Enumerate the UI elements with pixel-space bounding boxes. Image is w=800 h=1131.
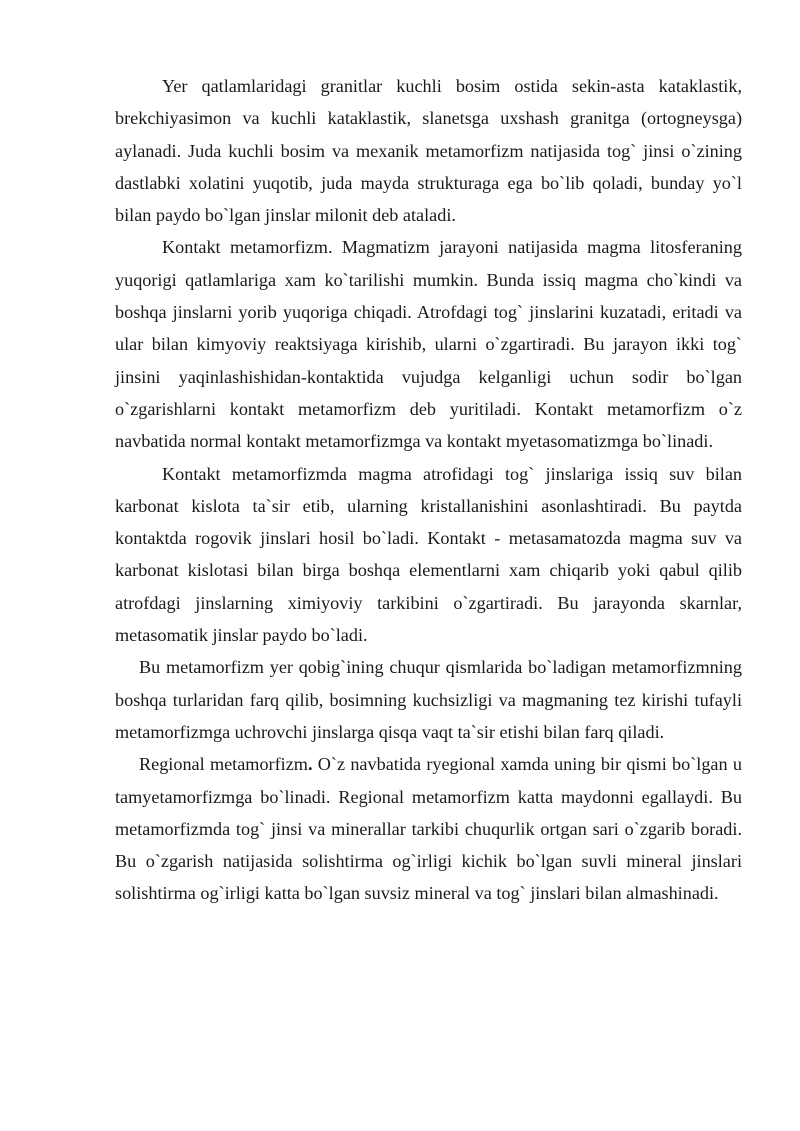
heading-period: . [307,754,313,775]
regional-metamorfizm-text: O`z navbatida ryegional xamda uning bir qismi bo`lgan u tamyetamorfizmga bo`linadi. Regional metamorfizm katta maydonni egallaydi. Bu metamorfizmda tog` jinsi va minerallar tarkibi chuqurlik ortgan sari o`zgarib boradi. Bu o`zgarish natijasida solishtirma og`irligi kichik bo`lgan suvli mineral jinslari solishtirma og`irligi katta bo`lgan suvsiz mineral va tog` jinslari bilan almashinadi. [115,754,742,904]
paragraph-kontakt-metasomatoz: Kontakt metamorfizmda magma atrofidagi tog` jinslariga issiq suv bilan karbonat kislota ta`sir etib, ularning kristallanishini asonlashtiradi. Bu paytda kontaktda rogovik jinslari hosil bo`ladi. Kontakt - metasamatozda magma suv va karbonat kislotasi bilan birga boshqa elementlarni xam chiqarib yoki qabul qilib atrofdagi jinslarning ximiyoviy tarkibini o`zgartiradi. Bu jarayonda skarnlar, metasomatik jinslar paydo bo`ladi. [115,463,742,646]
paragraph-milonit: Yer qatlamlaridagi granitlar kuchli bosim ostida sekin-asta kataklastik, brekchiyasimon va kuchli kataklastik, slanetsga uxshash granitga (ortogneysga) aylanadi. Juda kuchli bosim va mexanik metamorfizm natijasida tog` jinsi o`zining dastlabki xolatini yuqotib, juda mayda strukturaga ega bo`lib qoladi, bunday yo`l bilan paydo bo`lgan jinslar milonit deb ataladi. [115,76,742,226]
document-page [115,70,742,910]
paragraph-kontakt-metamorfizm: Kontakt metamorfizm. Magmatizm jarayoni natijasida magma litosferaning yuqorigi qatlamlariga xam ko`tarilishi mumkin. Bunda issiq magma cho`kindi va boshqa jinslarni yorib yuqoriga chiqadi. Atrofdagi tog` jinslarini kuzatadi, eritadi va ular bilan kimyoviy reaktsiyaga kirishib, ularni o`zgartiradi. Bu jarayon ikki tog` jinsini yaqinlashishidan-kontaktida vujudga kelganligi uchun sodir bo`lgan o`zgarishlarni kontakt metamorfizm deb yuritiladi. Kontakt metamorfizm o`z navbatida normal kontakt metamorfizmga va kontakt myetasomatizmga bo`linadi. [115,237,742,452]
paragraph-regional-metamorfizm [115,748,742,909]
regional-metamorfizm-heading: Regional metamorfizm [139,754,308,775]
paragraph-metamorfizm-farq: Bu metamorfizm yer qobig`ining chuqur qismlarida bo`ladigan metamorfizmning boshqa turlaridan farq qilib, bosimning kuchsizligi va magmaning tez kirishi tufayli metamorfizmga uchrovchi jinslarga qisqa vaqt ta`sir etishi bilan farq qiladi. [115,657,742,742]
